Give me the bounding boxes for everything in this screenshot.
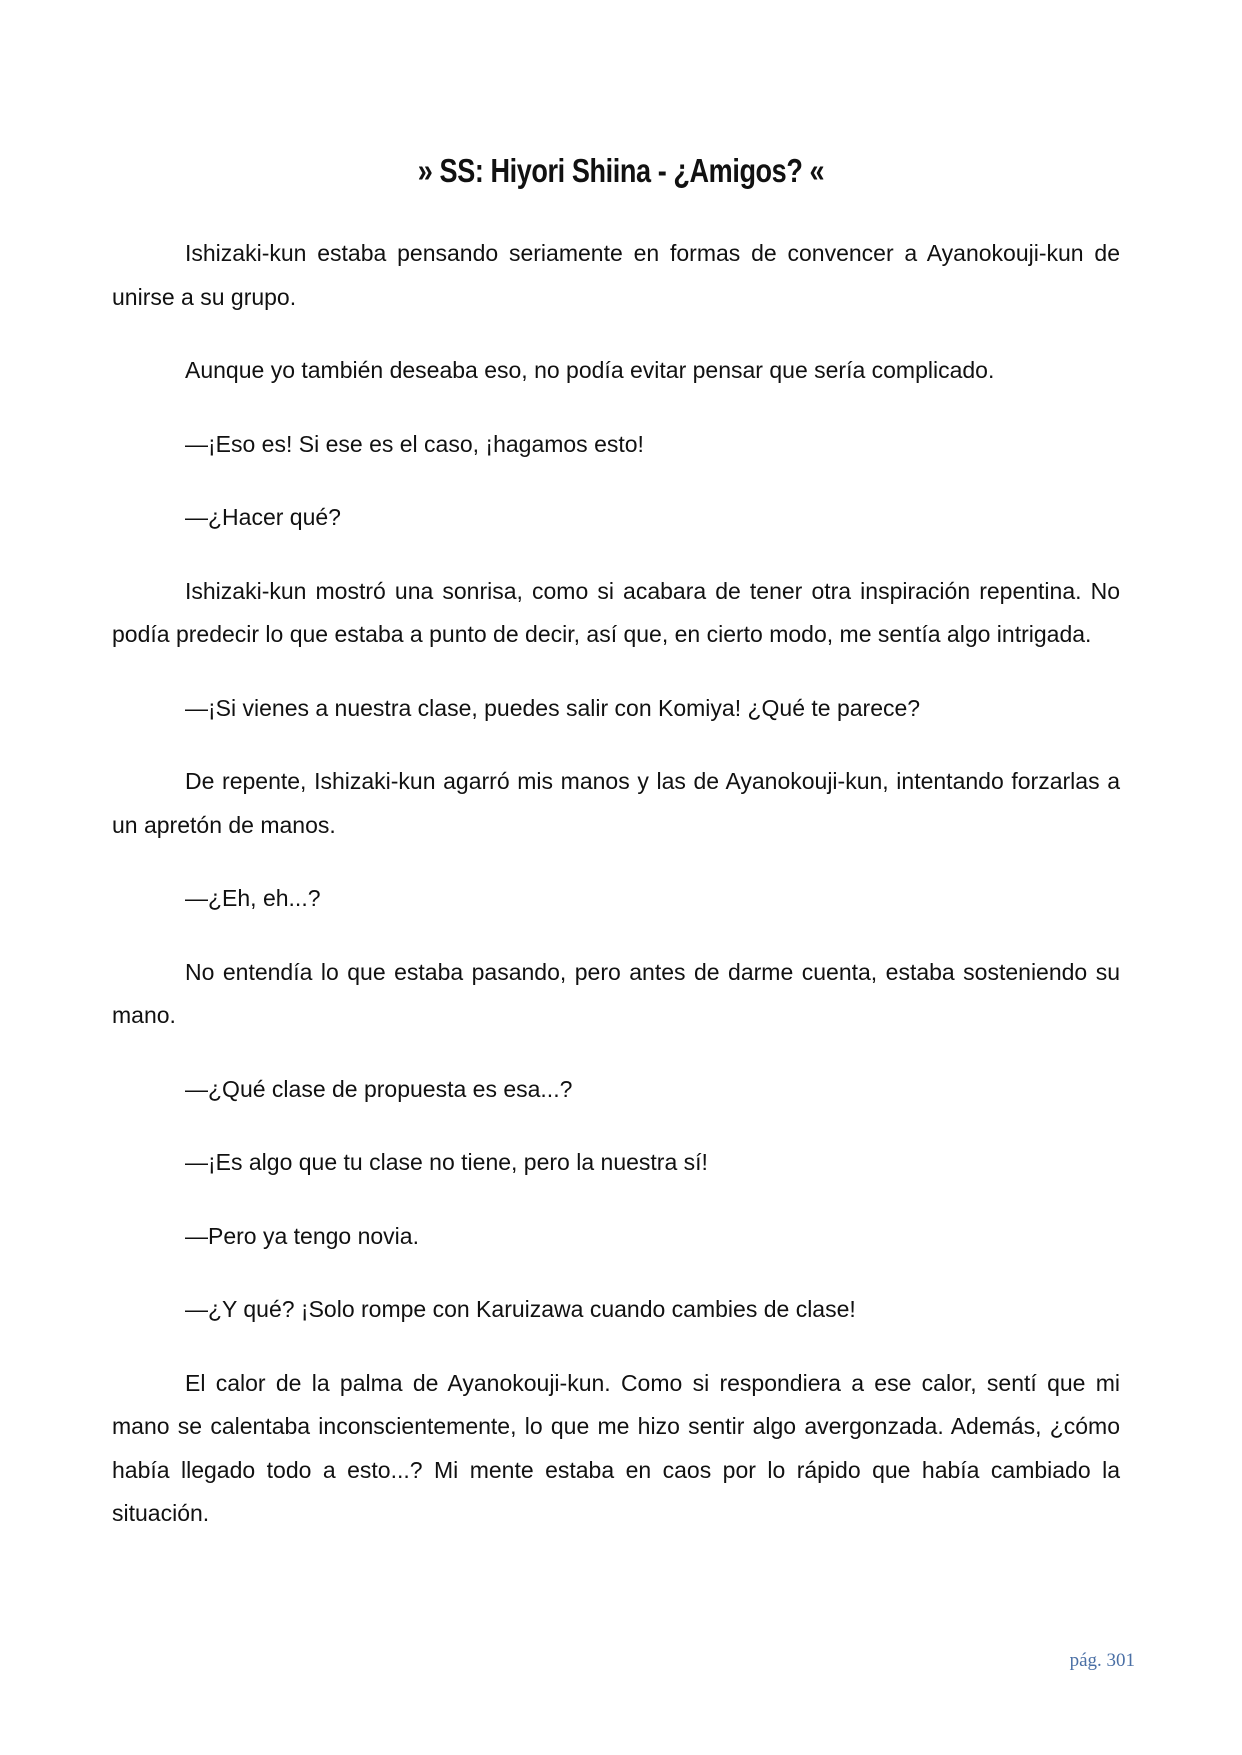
- paragraph: De repente, Ishizaki-kun agarró mis manos y las de Ayanokouji-kun, intentando forzarlas a un apretón de manos.: [112, 768, 1120, 838]
- paragraph: Aunque yo también deseaba eso, no podía evitar pensar que sería complicado.: [185, 357, 995, 383]
- paragraph: —¿Qué clase de propuesta es esa...?: [185, 1075, 573, 1102]
- paragraph: —¡Eso es! Si ese es el caso, ¡hagamos esto!: [185, 430, 644, 457]
- paragraph: —Pero ya tengo novia.: [185, 1222, 419, 1249]
- paragraph: El calor de la palma de Ayanokouji-kun. Como si respondiera a ese calor, sentí que mi mano se calentaba inconscientemente, lo que me hizo sentir algo avergonzada. Además, ¿cómo había llegado todo a esto...? Mi mente estaba en caos por lo rápido que había cambiado la situación.: [112, 1369, 1120, 1526]
- paragraph: No entendía lo que estaba pasando, pero antes de darme cuenta, estaba sosteniendo su mano.: [112, 958, 1120, 1028]
- paragraph: —¡Es algo que tu clase no tiene, pero la nuestra sí!: [185, 1149, 708, 1175]
- paragraph: Ishizaki-kun estaba pensando seriamente en formas de convencer a Ayanokouji-kun de unirse a su grupo.: [112, 240, 1120, 310]
- paragraph: —¡Si vienes a nuestra clase, puedes salir con Komiya! ¿Qué te parece?: [185, 694, 921, 721]
- paragraph: —¿Eh, eh...?: [185, 885, 321, 911]
- paragraph: —¿Y qué? ¡Solo rompe con Karuizawa cuando cambies de clase!: [185, 1296, 856, 1322]
- paragraph: —¿Hacer qué?: [185, 504, 341, 530]
- chapter-title: » SS: Hiyori Shiina - ¿Amigos? «: [417, 152, 825, 189]
- page-number: pág. 301: [1069, 1650, 1135, 1671]
- paragraph: Ishizaki-kun mostró una sonrisa, como si acabara de tener otra inspiración repentina. No podía predecir lo que estaba a punto de decir, así que, en cierto modo, me sentía algo intrigada.: [112, 577, 1120, 647]
- body-text: [112, 232, 1120, 1566]
